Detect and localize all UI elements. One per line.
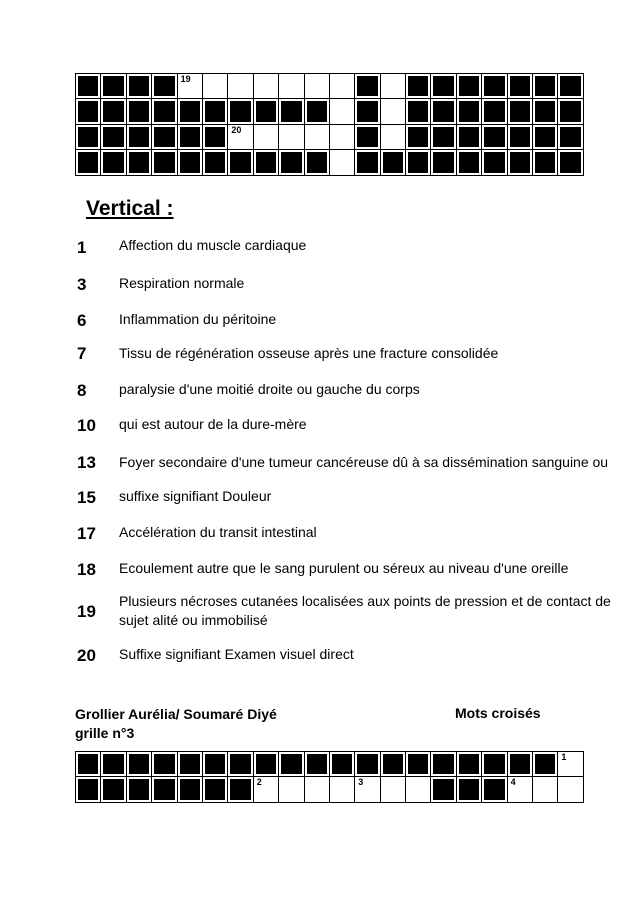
- grid-cell-black: [253, 99, 278, 124]
- grid-cell-black: [533, 124, 558, 149]
- grid-cell-black: [482, 150, 507, 175]
- grid-cell-black: [126, 99, 151, 124]
- grid-cell-white[interactable]: [558, 752, 583, 777]
- grid-cell-number: 1: [561, 752, 567, 762]
- clue-text: Accélération du transit intestinal: [119, 524, 317, 540]
- grid-cell-white[interactable]: [228, 124, 253, 149]
- grid-cell-black: [76, 124, 101, 149]
- grid-cell-black: [431, 74, 456, 99]
- clue-text: Affection du muscle cardiaque: [119, 237, 307, 253]
- grid-cell-white[interactable]: [329, 74, 354, 99]
- grid-row: [76, 99, 584, 124]
- grid-cell-black: [228, 99, 253, 124]
- crossword-grid-bottom: [75, 751, 584, 803]
- grid-cell-black: [482, 124, 507, 149]
- footer-title: Mots croisés: [455, 705, 541, 721]
- grid-cell-black: [152, 777, 177, 802]
- grid-cell-black: [380, 752, 405, 777]
- grid-cell-black: [152, 74, 177, 99]
- clue-text: Tissu de régénération osseuse après une fracture consolidée: [119, 345, 499, 361]
- grid-cell-black: [456, 752, 481, 777]
- grid-cell-black: [558, 124, 583, 149]
- clue-text: Ecoulement autre que le sang purulent ou séreux au niveau d'une oreille: [119, 560, 569, 576]
- grid-cell-white[interactable]: [558, 777, 583, 802]
- grid-cell-black: [355, 124, 380, 149]
- grid-cell-white[interactable]: [507, 777, 532, 802]
- clue-text: suffixe signifiant Douleur: [119, 488, 272, 504]
- grid-cell-black: [406, 74, 431, 99]
- grid-cell-white[interactable]: [380, 777, 405, 802]
- grid-cell-black: [304, 99, 329, 124]
- grid-cell-number: 4: [510, 777, 516, 788]
- grid-cell-black: [76, 99, 101, 124]
- grid-cell-black: [253, 150, 278, 175]
- grid-cell-white[interactable]: [228, 74, 253, 99]
- grid-cell-black: [406, 752, 431, 777]
- grid-cell-white[interactable]: [406, 777, 431, 802]
- grid-row: [76, 124, 584, 149]
- grid-cell-black: [101, 752, 126, 777]
- grid-cell-black: [304, 150, 329, 175]
- grid-cell-white[interactable]: [253, 124, 278, 149]
- grid-cell-white[interactable]: [329, 150, 354, 175]
- grid-cell-black: [101, 124, 126, 149]
- grid-cell-black: [406, 150, 431, 175]
- grid-cell-number: 20: [231, 124, 242, 135]
- grid-cell-white[interactable]: [380, 74, 405, 99]
- grid-cell-white[interactable]: [279, 74, 304, 99]
- grid-cell-number: 3: [358, 777, 364, 788]
- clue-number: 1: [77, 238, 87, 257]
- grid-cell-black: [533, 74, 558, 99]
- grid-cell-black: [431, 99, 456, 124]
- grid-cell-white[interactable]: [304, 777, 329, 802]
- clue-number: 17: [77, 524, 96, 543]
- grid-cell-black: [253, 752, 278, 777]
- grid-cell-black: [558, 74, 583, 99]
- grid-cell-black: [406, 99, 431, 124]
- grid-cell-black: [380, 150, 405, 175]
- grid-cell-black: [152, 752, 177, 777]
- grid-cell-white[interactable]: [279, 124, 304, 149]
- clue-number: 3: [77, 275, 87, 294]
- grid-cell-black: [279, 752, 304, 777]
- grid-cell-black: [507, 150, 532, 175]
- grid-row: [76, 74, 584, 99]
- footer-grid-label: grille n°3: [75, 725, 135, 741]
- grid-cell-black: [228, 752, 253, 777]
- grid-cell-black: [456, 74, 481, 99]
- grid-row: [76, 150, 584, 175]
- grid-cell-black: [329, 752, 354, 777]
- crossword-grid-top: [75, 73, 584, 176]
- grid-cell-black: [177, 99, 202, 124]
- grid-cell-black: [126, 74, 151, 99]
- footer-authors: Grollier Aurélia/ Soumaré Diyé: [75, 706, 277, 722]
- grid-cell-black: [202, 124, 227, 149]
- grid-cell-black: [533, 150, 558, 175]
- grid-cell-black: [101, 74, 126, 99]
- footer-authors-block: [75, 705, 277, 743]
- clue-number: 7: [77, 344, 87, 363]
- grid-row: [76, 777, 584, 802]
- grid-cell-black: [202, 99, 227, 124]
- grid-cell-black: [507, 99, 532, 124]
- grid-cell-black: [228, 777, 253, 802]
- grid-cell-black: [279, 99, 304, 124]
- grid-cell-black: [406, 124, 431, 149]
- section-title-vertical: Vertical :: [86, 197, 174, 220]
- grid-cell-black: [76, 150, 101, 175]
- grid-cell-white[interactable]: [329, 777, 354, 802]
- clue-text: Suffixe signifiant Examen visuel direct: [119, 646, 354, 662]
- grid-cell-black: [456, 124, 481, 149]
- grid-cell-white[interactable]: [253, 74, 278, 99]
- clue-text: Respiration normale: [119, 275, 245, 291]
- grid-cell-black: [101, 777, 126, 802]
- grid-cell-black: [126, 124, 151, 149]
- grid-cell-black: [202, 752, 227, 777]
- grid-cell-white[interactable]: [533, 777, 558, 802]
- clue-text: Plusieurs nécroses cutanées localisées aux points de pression et de contact de: [119, 593, 611, 609]
- grid-cell-black: [558, 99, 583, 124]
- clue-text: paralysie d'une moitié droite ou gauche du corps: [119, 381, 420, 397]
- clue-number: 15: [77, 488, 96, 507]
- grid-cell-number: 2: [256, 777, 262, 788]
- grid-cell-black: [126, 150, 151, 175]
- grid-cell-white[interactable]: [253, 777, 278, 802]
- clue-number: 20: [77, 646, 96, 665]
- grid-cell-black: [431, 752, 456, 777]
- grid-cell-black: [101, 150, 126, 175]
- grid-cell-white[interactable]: [177, 74, 202, 99]
- grid-cell-number: 19: [180, 74, 191, 84]
- grid-cell-black: [177, 752, 202, 777]
- grid-cell-black: [177, 777, 202, 802]
- clue-number: 10: [77, 416, 96, 435]
- grid-cell-black: [152, 150, 177, 175]
- clue-number: 19: [77, 602, 96, 621]
- grid-cell-white[interactable]: [304, 74, 329, 99]
- grid-cell-white[interactable]: [380, 99, 405, 124]
- grid-cell-black: [482, 74, 507, 99]
- grid-cell-black: [355, 752, 380, 777]
- grid-cell-black: [228, 150, 253, 175]
- grid-cell-black: [126, 777, 151, 802]
- grid-cell-black: [126, 752, 151, 777]
- grid-cell-black: [456, 99, 481, 124]
- grid-row: [76, 752, 584, 777]
- grid-cell-black: [355, 150, 380, 175]
- grid-cell-white[interactable]: [279, 777, 304, 802]
- grid-cell-black: [431, 777, 456, 802]
- clue-number: 8: [77, 381, 87, 400]
- grid-cell-black: [279, 150, 304, 175]
- grid-cell-black: [431, 124, 456, 149]
- grid-cell-black: [456, 150, 481, 175]
- grid-cell-black: [482, 777, 507, 802]
- clue-number: 6: [77, 311, 87, 330]
- grid-cell-white[interactable]: [202, 74, 227, 99]
- grid-cell-black: [507, 74, 532, 99]
- grid-cell-black: [482, 99, 507, 124]
- grid-cell-black: [507, 124, 532, 149]
- grid-cell-black: [152, 99, 177, 124]
- grid-cell-white[interactable]: [380, 124, 405, 149]
- grid-cell-black: [355, 99, 380, 124]
- grid-cell-black: [304, 752, 329, 777]
- grid-cell-black: [482, 752, 507, 777]
- grid-cell-black: [152, 124, 177, 149]
- grid-cell-white[interactable]: [355, 777, 380, 802]
- grid-cell-black: [202, 150, 227, 175]
- grid-cell-black: [177, 150, 202, 175]
- grid-cell-black: [101, 99, 126, 124]
- grid-cell-black: [533, 752, 558, 777]
- grid-cell-black: [431, 150, 456, 175]
- grid-cell-black: [76, 74, 101, 99]
- grid-cell-black: [456, 777, 481, 802]
- grid-cell-black: [76, 752, 101, 777]
- grid-cell-white[interactable]: [304, 124, 329, 149]
- clue-text-continued: sujet alité ou immobilisé: [119, 612, 268, 628]
- clue-text: Foyer secondaire d'une tumeur cancéreuse dû à sa dissémination sanguine ou: [119, 454, 609, 470]
- grid-cell-black: [76, 777, 101, 802]
- clue-number: 13: [77, 453, 96, 472]
- clue-number: 18: [77, 560, 96, 579]
- grid-cell-black: [507, 752, 532, 777]
- clue-text: qui est autour de la dure-mère: [119, 416, 307, 432]
- grid-cell-black: [177, 124, 202, 149]
- grid-cell-white[interactable]: [329, 99, 354, 124]
- grid-cell-black: [355, 74, 380, 99]
- clue-text: Inflammation du péritoine: [119, 311, 277, 327]
- grid-cell-white[interactable]: [329, 124, 354, 149]
- grid-cell-black: [558, 150, 583, 175]
- grid-cell-black: [533, 99, 558, 124]
- grid-cell-black: [202, 777, 227, 802]
